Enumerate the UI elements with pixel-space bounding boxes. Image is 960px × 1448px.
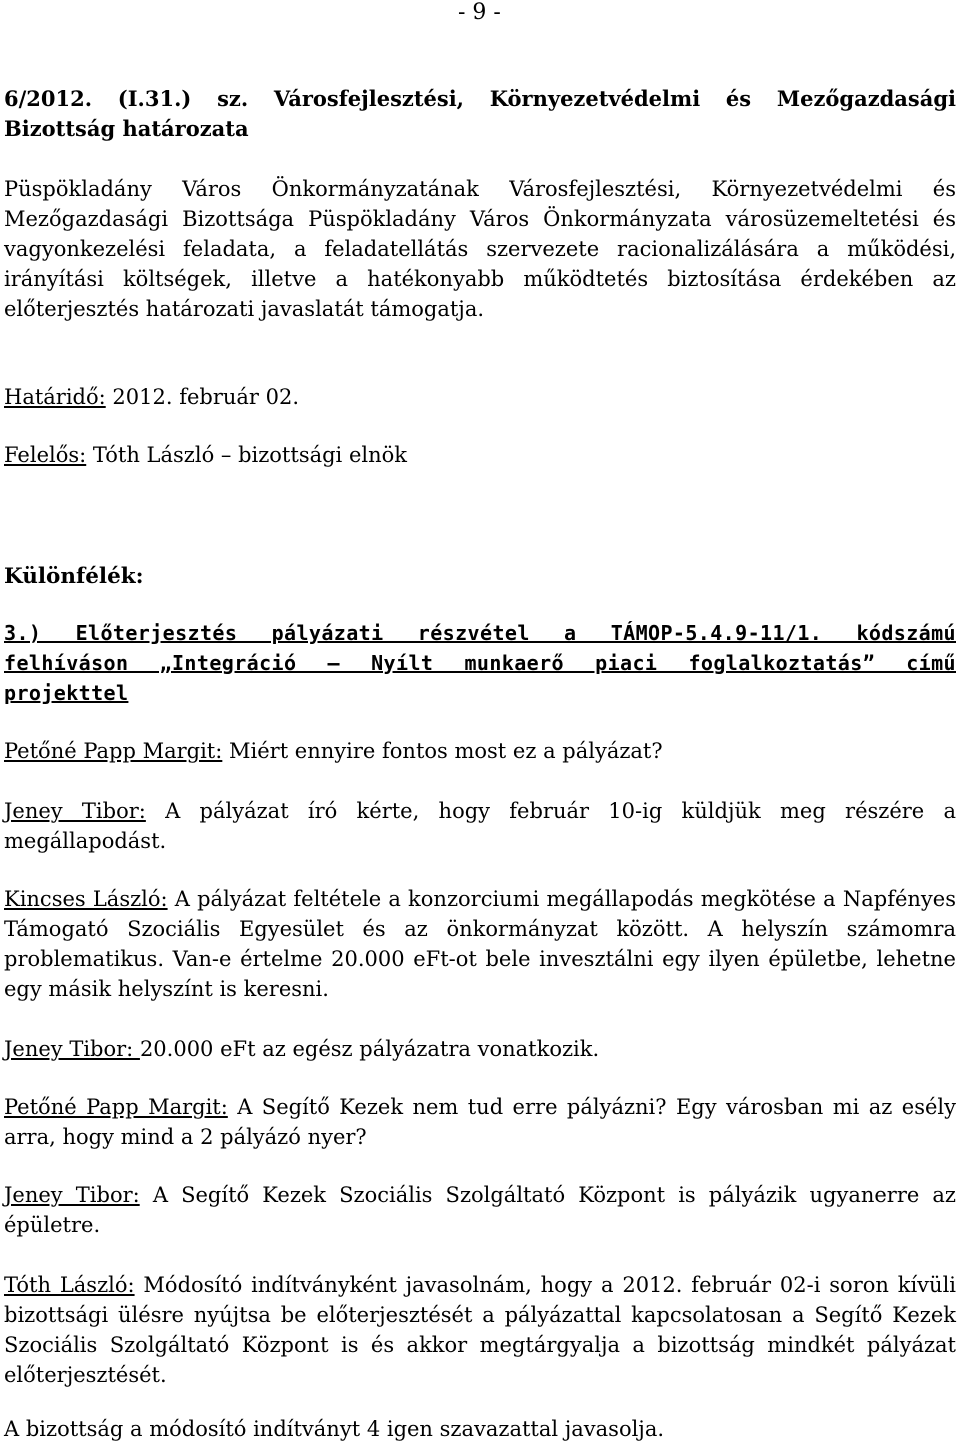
speaker-text: A Segítő Kezek nem tud erre pályázni? Egy városban mi az esély arra, hogy mind a 2 pályázó nyer? bbox=[4, 1095, 956, 1149]
speaker-name: Kincses László: bbox=[4, 887, 168, 911]
dialogue-entry bbox=[4, 884, 956, 1004]
item3-heading-line3: projekttel bbox=[4, 681, 129, 705]
speaker-text: Módosító indítványként javasolnám, hogy a 2012. február 02-i soron kívüli bizottsági ülésre nyújtsa be előterjesztését a pályázattal kapcsolatosan a Segítő Kezek Szociális Szolgáltató Központ is és akkor megtárgyalja a bizottság mindkét pályázat előterjesztését. bbox=[4, 1273, 956, 1387]
deadline-line bbox=[4, 382, 956, 412]
speaker-text: 20.000 eFt az egész pályázatra vonatkozik. bbox=[139, 1037, 600, 1061]
speaker-text: A Segítő Kezek Szociális Szolgáltató Központ is pályázik ugyanerre az épületre. bbox=[4, 1183, 956, 1237]
dialogue-entry bbox=[4, 1092, 956, 1152]
dialogue-entry bbox=[4, 1180, 956, 1240]
page-number: - 9 - bbox=[458, 0, 501, 25]
dialogue-entry bbox=[4, 736, 956, 766]
resolution-title bbox=[4, 84, 956, 144]
resolution-title-line1: 6/2012. (I.31.) sz. Városfejlesztési, Környezetvédelmi és Mezőgazdasági bbox=[4, 86, 956, 111]
speaker-name: Jeney Tibor: bbox=[4, 1037, 140, 1061]
dialogue-entry bbox=[4, 796, 956, 856]
resolution-body: Püspökladány Város Önkormányzatának Városfejlesztési, Környezetvédelmi és Mezőgazdasági Bizottsága Püspökladány Város Önkormányzata városüzemeltetési és vagyonkezelési feladata, a feladatellátás szervezete racionalizálására a működési, irányítási költségek, illetve a hatékonyabb működtetés biztosítása érdekében az előterjesztés határozati javaslatát támogatja. bbox=[4, 177, 956, 321]
speaker-name: Jeney Tibor: bbox=[4, 1183, 140, 1207]
speaker-name: Petőné Papp Margit: bbox=[4, 739, 223, 763]
item3-heading bbox=[4, 618, 956, 708]
closing-statement: A bizottság a módosító indítványt 4 igen szavazattal javasolja. bbox=[4, 1417, 665, 1441]
dialogue-entry bbox=[4, 1034, 956, 1064]
responsible-line bbox=[4, 440, 956, 470]
resolution-title-line2: Bizottság határozata bbox=[4, 116, 249, 141]
misc-heading: Különfélék: bbox=[4, 564, 144, 589]
speaker-name: Jeney Tibor: bbox=[4, 799, 146, 823]
speaker-text: Miért ennyire fontos most ez a pályázat? bbox=[222, 739, 663, 763]
deadline-value: 2012. február 02. bbox=[105, 385, 300, 409]
item3-heading-line1: 3.) Előterjesztés pályázati részvétel a TÁMOP-5.4.9-11/1. kódszámú bbox=[4, 621, 956, 645]
speaker-name: Petőné Papp Margit: bbox=[4, 1095, 228, 1119]
speaker-text: A pályázat író kérte, hogy február 10-ig küldjük meg részére a megállapodást. bbox=[4, 799, 957, 853]
speaker-text: A pályázat feltétele a konzorciumi megállapodás megkötése a Napfényes Támogató Szociális Egyesület és az önkormányzat között. A helyszín számomra problematikus. Van-e értelme 20.000 eFt-ot bele invesztálni egy ilyen épületbe, lehetne egy másik helyszínt is keresni. bbox=[4, 887, 956, 1001]
responsible-value: Tóth László – bizottsági elnök bbox=[86, 443, 407, 467]
deadline-label: Határidő: bbox=[4, 385, 106, 409]
speaker-name: Tóth László: bbox=[4, 1273, 135, 1297]
dialogue-entry bbox=[4, 1270, 956, 1390]
item3-heading-line2: felhíváson „Integráció – Nyílt munkaerő piaci foglalkoztatás” című bbox=[4, 651, 956, 675]
responsible-label: Felelős: bbox=[4, 443, 87, 467]
